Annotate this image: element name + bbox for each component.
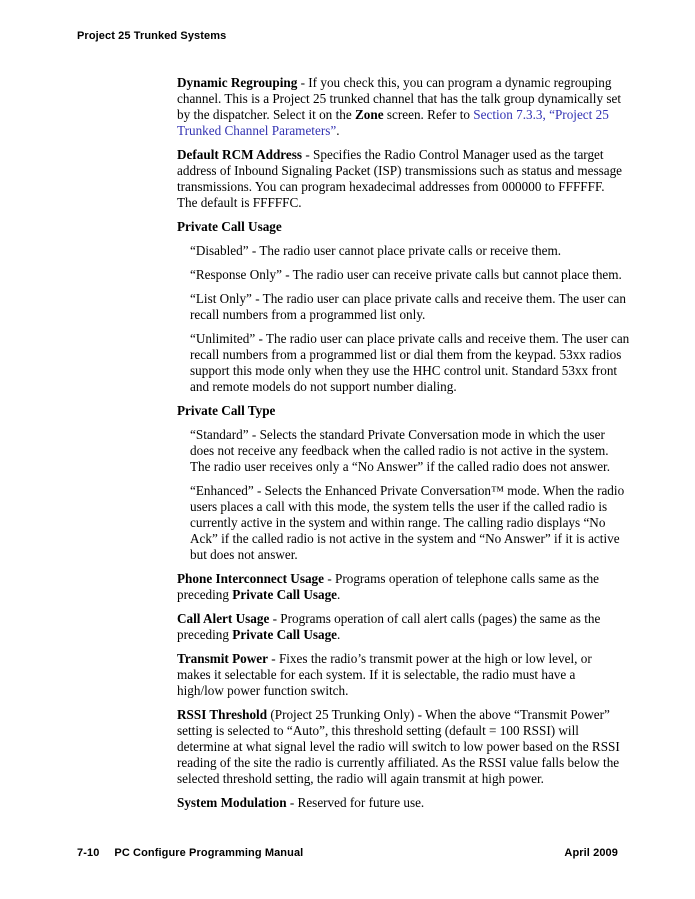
footer-page-number: 7-10: [77, 847, 100, 859]
body-text: - Programs operation of call alert calls (pages) the same as the preceding: [177, 611, 601, 642]
body-text: - Fixes the radio’s transmit power at the high or low level, or makes it selectable for each system. If it is selectable, the radio must have a high/low power function switch.: [177, 651, 592, 698]
paragraph: [177, 75, 624, 139]
body-text: .: [336, 123, 340, 138]
bold-term: Zone: [355, 107, 384, 122]
quoted-option-item: [190, 243, 630, 259]
paragraph: [177, 707, 624, 787]
body-text: .: [337, 627, 341, 642]
paragraph: [177, 651, 624, 699]
footer-date: April 2009: [564, 847, 618, 859]
footer-manual-title: PC Configure Programming Manual: [114, 847, 304, 859]
bold-term: Dynamic Regrouping: [177, 75, 298, 90]
quoted-option-item: [190, 331, 630, 395]
quoted-option-item: [190, 483, 630, 563]
section-heading: [177, 219, 624, 235]
paragraph: [177, 571, 624, 603]
body-text: - Programs operation of telephone calls same as the preceding: [177, 571, 600, 602]
bold-term: Private Call Usage: [177, 219, 282, 234]
section-heading: [177, 403, 624, 419]
quoted-option-item: [190, 267, 630, 283]
body-text: - If you check this, you can program a dynamic regrouping channel. This is a Project 25 trunked channel that has the talk group dynamically set by the dispatcher. Select it on the: [177, 75, 621, 122]
bold-term: System Modulation: [177, 795, 287, 810]
footer-left: [77, 847, 303, 859]
bold-term: Default RCM Address: [177, 147, 303, 162]
paragraph: [177, 147, 624, 211]
bold-term: Private Call Usage: [232, 627, 338, 642]
body-text: “Enhanced” - Selects the Enhanced Private Conversation™ mode. When the radio users places a call with this mode, the system tells the user if the called radio is currently active in the system and within range. The calling radio displays “No Ack” if the called radio is not active in the system and “No Answer” if it is active but does not answer.: [190, 483, 625, 562]
quoted-option-item: [190, 291, 630, 323]
body-text: - Specifies the Radio Control Manager used as the target address of Inbound Signaling Packet (ISP) transmissions such as status and message transmissions. You can program hexadecimal addresses from 000000 to FFFFFF. The default is FFFFFC.: [177, 147, 623, 210]
body-text: “Disabled” - The radio user cannot place private calls or receive them.: [190, 243, 562, 258]
body-text: “List Only” - The radio user can place private calls and receive them. The user can recall numbers from a programmed list only.: [190, 291, 626, 322]
body-text: (Project 25 Trunking Only) - When the above “Transmit Power” setting is selected to “Auto”, this threshold setting (default = 100 RSSI) will determine at what signal level the radio will switch to low power based on the RSSI reading of the site the radio is currently affiliated. As the RSSI value falls below the selected threshold setting, the radio will again transmit at high power.: [177, 707, 620, 786]
body-text: screen. Refer to: [383, 107, 474, 122]
body-text: .: [337, 587, 341, 602]
cross-reference-link[interactable]: Section 7.3.3, “Project 25 Trunked Channel Parameters”: [177, 107, 609, 138]
page-header-chapter-title: Project 25 Trunked Systems: [77, 30, 227, 42]
body-text: “Standard” - Selects the standard Private Conversation mode in which the user does not receive any feedback when the called radio is not active in the system. The radio user receives only a “No Answer” if the called radio does not answer.: [190, 427, 611, 474]
bold-term: Call Alert Usage: [177, 611, 270, 626]
bold-term: Private Call Usage: [232, 587, 338, 602]
body-text: - Reserved for future use.: [286, 795, 425, 810]
bold-term: Phone Interconnect Usage: [177, 571, 325, 586]
paragraph: [177, 795, 624, 811]
document-body: [177, 75, 630, 819]
bold-term: Transmit Power: [177, 651, 268, 666]
bold-term: RSSI Threshold: [177, 707, 268, 722]
body-text: “Response Only” - The radio user can receive private calls but cannot place them.: [190, 267, 622, 282]
bold-term: Private Call Type: [177, 403, 276, 418]
body-text: “Unlimited” - The radio user can place private calls and receive them. The user can recall numbers from a programmed list or dial them from the keypad. 53xx radios support this mode only when they use the HHC control unit. Standard 53xx front and remote models do not support number dialing.: [190, 331, 630, 394]
page-footer: [77, 847, 618, 859]
paragraph: [177, 611, 624, 643]
quoted-option-item: [190, 427, 630, 475]
